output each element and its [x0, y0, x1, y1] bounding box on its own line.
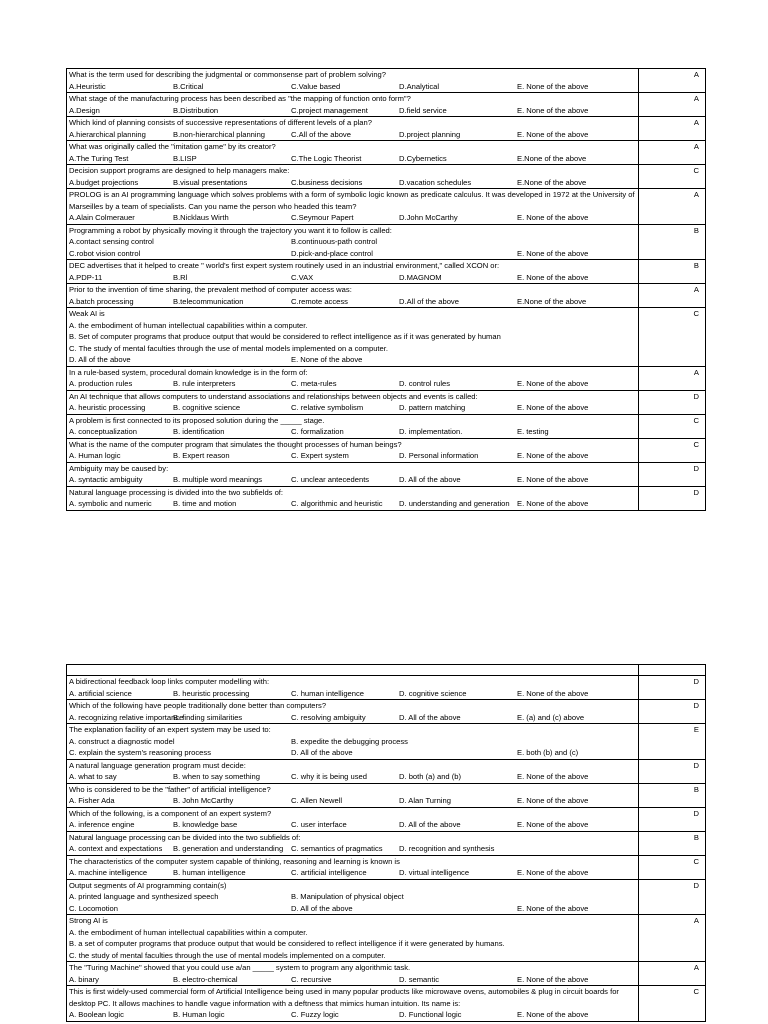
options-line [69, 402, 636, 414]
answer-option: C.Value based [291, 81, 341, 91]
question-cell [67, 986, 639, 1022]
options-line [69, 974, 636, 986]
question-row [67, 962, 706, 986]
answer-option: D. All of the above [291, 748, 353, 757]
answer-option: E. None of the above [517, 403, 589, 412]
question-cell [67, 438, 639, 462]
question-cell [67, 831, 639, 855]
question-row [67, 986, 706, 1022]
answer-option: D.vacation schedules [399, 177, 472, 187]
answer-option: C. human intelligence [291, 688, 365, 698]
answer-key: B [639, 260, 706, 284]
answer-key: A [639, 915, 706, 962]
options-line [69, 1009, 636, 1021]
answer-option: A. production rules [69, 379, 133, 388]
question-row [67, 915, 706, 962]
answer-option: D. Functional logic [399, 1010, 462, 1019]
answer-option: C. unclear antecedents [291, 475, 370, 484]
blank-header-row [67, 665, 706, 676]
answer-option: C.project management [291, 105, 368, 115]
question-text: Weak AI is [69, 309, 105, 318]
answer-option: B.continuous-path control [291, 237, 378, 246]
answer-option: D.All of the above [399, 296, 459, 306]
answer-option: E. None of the above [517, 379, 589, 388]
answer-option: B.Distribution [173, 105, 219, 115]
answer-option: E. None of the above [517, 796, 589, 805]
answer-option: A. heuristic processing [69, 403, 146, 412]
statement-line: A. the embodiment of human intellectual capabilities within a computer. [69, 320, 308, 330]
answer-option: D.MAGNOM [399, 272, 442, 282]
answer-key: C [639, 308, 706, 367]
answer-option: A. syntactic ambiguity [69, 475, 143, 484]
answer-option: B. heuristic processing [173, 688, 250, 698]
answer-option: C. why it is being used [291, 772, 367, 781]
question-cell [67, 807, 639, 831]
answer-option: A. machine intelligence [69, 868, 148, 877]
answer-option: C. formalization [291, 427, 344, 436]
question-text: Which kind of planning consists of successive representations of different levels of a plan? [69, 118, 372, 127]
options-line [69, 129, 636, 141]
answer-key: B [639, 783, 706, 807]
answer-option: D. Personal information [399, 451, 479, 460]
question-text: Natural language processing can be divided into the two subfields of: [69, 832, 301, 842]
answer-key: D [639, 879, 706, 915]
answer-option: E. None of the above [517, 974, 589, 984]
answer-option: B.Nicklaus Wirth [173, 213, 229, 222]
answer-key: B [639, 224, 706, 260]
question-row [67, 117, 706, 141]
answer-option: A.contact sensing control [69, 237, 154, 246]
options-line [69, 474, 636, 486]
question-row [67, 879, 706, 915]
answer-option: A. Boolean logic [69, 1010, 124, 1019]
answer-option: B. human intelligence [173, 868, 246, 877]
answer-option: D. control rules [399, 379, 451, 388]
answer-option: C. Fuzzy logic [291, 1010, 339, 1019]
question-cell [67, 224, 639, 260]
answer-option: B. rule interpreters [173, 379, 236, 388]
answer-option: B.visual presentations [173, 177, 248, 187]
answer-option: E. both (b) and (c) [517, 748, 579, 757]
question-row [67, 855, 706, 879]
answer-option: A. what to say [69, 772, 117, 781]
options-line [69, 248, 636, 260]
answer-option: A.Design [69, 105, 100, 115]
answer-key: A [639, 189, 706, 225]
answer-option: D. understanding and generation [399, 499, 510, 508]
question-text: A natural language generation program must decide: [69, 760, 246, 770]
question-text: Who is considered to be the "father" of artificial intelligence? [69, 784, 271, 794]
question-row [67, 165, 706, 189]
question-row [67, 308, 706, 367]
answer-key: D [639, 390, 706, 414]
answer-option: C.VAX [291, 272, 314, 282]
answer-option: B. Manipulation of physical object [291, 892, 404, 901]
answer-option: A. binary [69, 974, 99, 984]
question-text: Output segments of AI programming contain(s) [69, 880, 227, 890]
answer-option: B. expedite the debugging process [291, 736, 408, 746]
answer-option: C. artificial intelligence [291, 868, 367, 877]
answer-option: D.John McCarthy [399, 213, 458, 222]
answer-option: D. All of the above [291, 903, 353, 913]
answer-option: C. Expert system [291, 451, 349, 460]
answer-option: B. multiple word meanings [173, 475, 263, 484]
answer-option: E. None of the above [517, 820, 589, 829]
answer-option: B. finding similarities [173, 712, 243, 722]
question-text: This is first widely-used commercial form of Artificial Intelligence being used in many popular products like microwave ovens, automobiles & plug in circuit boards for desktop PC. It allows machines to handle vague information with a deftness that mimics human intuition. Its name is: [69, 987, 619, 1008]
options-line [69, 153, 636, 165]
question-row [67, 284, 706, 308]
options-line [69, 712, 636, 724]
answer-key: A [639, 284, 706, 308]
answer-option: A. printed language and synthesized speech [69, 892, 219, 901]
answer-key: D [639, 700, 706, 724]
options-line [69, 498, 636, 510]
question-cell [67, 700, 639, 724]
question-cell [67, 915, 639, 962]
answer-option: B.telecommunication [173, 296, 244, 306]
answer-option: B. cognitive science [173, 403, 241, 412]
question-row [67, 93, 706, 117]
options-line [69, 903, 636, 915]
question-cell [67, 165, 639, 189]
answer-option: B. knowledge base [173, 820, 238, 829]
question-cell [67, 117, 639, 141]
answer-key: B [639, 831, 706, 855]
answer-option: C.The Logic Theorist [291, 153, 362, 163]
question-row [67, 141, 706, 165]
answer-option: D. both (a) and (b) [399, 772, 462, 781]
answer-option: E. None of the above [517, 475, 589, 484]
question-cell [67, 308, 639, 367]
answer-option: B.LISP [173, 153, 197, 163]
answer-key: C [639, 855, 706, 879]
answer-option: D. semantic [399, 974, 440, 984]
answer-option: E. None of the above [517, 688, 589, 698]
options-line [69, 272, 636, 284]
answer-option: A. Fisher Ada [69, 796, 115, 805]
question-row [67, 390, 706, 414]
answer-option: E.None of the above [517, 153, 587, 163]
answer-key: D [639, 807, 706, 831]
question-cell [67, 390, 639, 414]
question-cell [67, 462, 639, 486]
answer-option: E. None of the above [517, 868, 589, 877]
answer-option: D. All of the above [399, 820, 461, 829]
options-line [69, 450, 636, 462]
answer-option: D. implementation. [399, 427, 463, 436]
answer-option: B. Expert reason [173, 451, 230, 460]
answer-option: D. cognitive science [399, 688, 467, 698]
answer-option: C. relative symbolism [291, 403, 364, 412]
question-row [67, 189, 706, 225]
options-line [69, 426, 636, 438]
answer-option: D.Analytical [399, 81, 440, 91]
question-text: What stage of the manufacturing process has been described as "the mapping of function onto form"? [69, 94, 411, 103]
statement-line: B. a set of computer programs that produce output that would be considered to reflect intelligence if it were generated by humans. [69, 939, 505, 948]
answer-option: C.All of the above [291, 129, 351, 139]
answer-option: D. virtual intelligence [399, 868, 470, 877]
question-text: The explanation facility of an expert system may be used to: [69, 725, 271, 734]
answer-option: B. generation and understanding [173, 844, 284, 853]
answer-option: A. inference engine [69, 820, 135, 829]
answer-option: D. All of the above [69, 355, 131, 364]
options-line [69, 236, 636, 248]
question-row [67, 700, 706, 724]
question-text: An AI technique that allows computers to understand associations and relationships between objects and events is called: [69, 391, 478, 401]
statement-line: A. the embodiment of human intellectual capabilities within a computer. [69, 927, 308, 937]
question-cell [67, 284, 639, 308]
question-text: Decision support programs are designed to help managers make: [69, 166, 290, 175]
question-row [67, 676, 706, 700]
answer-option: B. John McCarthy [173, 796, 234, 805]
question-text: What was originally called the "imitation game" by its creator? [69, 142, 276, 151]
answer-option: D. pattern matching [399, 403, 466, 412]
question-row [67, 438, 706, 462]
question-row [67, 486, 706, 510]
question-cell [67, 414, 639, 438]
answer-option: C. recursive [291, 974, 332, 984]
question-text: Natural language processing is divided into the two subfields of: [69, 487, 284, 497]
question-text: What is the term used for describing the judgmental or commonsense part of problem solving? [69, 70, 386, 79]
options-line [69, 296, 636, 308]
answer-key: D [639, 676, 706, 700]
answer-option: E. None of the above [517, 772, 589, 781]
answer-option: C.business decisions [291, 177, 363, 187]
quiz-table-page-2 [66, 664, 706, 1022]
answer-option: C. semantics of pragmatics [291, 844, 383, 853]
question-cell [67, 486, 639, 510]
answer-key: A [639, 69, 706, 93]
answer-option: B.Rl [173, 272, 188, 282]
question-cell [67, 676, 639, 700]
question-cell [67, 783, 639, 807]
question-text: Which of the following, is a component of an expert system? [69, 808, 272, 818]
answer-option: D. recognition and synthesis [399, 844, 495, 853]
question-text: A problem is first connected to its proposed solution during the _____ stage. [69, 415, 325, 425]
question-text: A bidirectional feedback loop links computer modelling with: [69, 677, 270, 686]
answer-option: A.batch processing [69, 296, 134, 306]
question-cell [67, 69, 639, 93]
answer-option: B.non-hierarchical planning [173, 129, 266, 139]
answer-option: E. None of the above [517, 499, 589, 508]
question-row [67, 831, 706, 855]
answer-option: D.Cybernetics [399, 153, 447, 163]
question-text: The characteristics of the computer system capable of thinking, reasoning and learning is known is [69, 856, 400, 866]
question-row [67, 462, 706, 486]
options-line [69, 212, 636, 224]
answer-option: A. conceptualization [69, 427, 137, 436]
options-line [69, 867, 636, 879]
answer-option: A.Heuristic [69, 81, 106, 91]
options-line [69, 771, 636, 783]
question-text: DEC advertises that it helped to create " world's first expert system routinely used in an industrial environment," called XCON or: [69, 261, 500, 270]
options-line [69, 688, 636, 700]
answer-option: A.budget projections [69, 177, 139, 187]
question-row [67, 224, 706, 260]
answer-option: E. None of the above [291, 355, 363, 364]
answer-key: D [639, 486, 706, 510]
answer-option: C.Seymour Papert [291, 213, 354, 222]
question-cell [67, 93, 639, 117]
options-line [69, 891, 636, 903]
answer-option: A. Human logic [69, 451, 121, 460]
statement-line: C. The study of mental faculties through the use of mental models implemented on a computer. [69, 343, 388, 353]
answer-option: B.Critical [173, 81, 204, 91]
question-text: The "Turing Machine" showed that you could use a/an _____ system to program any algorithmic task. [69, 963, 411, 972]
question-text: Which of the following have people traditionally done better than computers? [69, 701, 327, 710]
question-text: PROLOG is an AI programming language which solves problems with a form of symbolic logic known as predicate calculus. It was developed in 1972 at the University of Marseilles by a team of specialists. Can you name the person who headed this team? [69, 190, 635, 211]
answer-option: D.pick-and-place control [291, 248, 373, 258]
answer-key: C [639, 986, 706, 1022]
question-row [67, 366, 706, 390]
question-cell [67, 759, 639, 783]
question-row [67, 724, 706, 760]
statement-line: B. Set of computer programs that produce output that would be considered to reflect intelligence as if it was generated by human [69, 332, 501, 341]
answer-option: E. None of the above [517, 81, 589, 91]
answer-option: E.None of the above [517, 177, 587, 187]
options-line [69, 843, 636, 855]
answer-option: D. Alan Turning [399, 796, 451, 805]
answer-option: E. None of the above [517, 129, 589, 139]
answer-option: E. None of the above [517, 272, 589, 282]
answer-option: B. electro-chemical [173, 974, 238, 984]
answer-option: A. recognizing relative importance [69, 712, 184, 722]
options-line [69, 378, 636, 390]
answer-option: B. Human logic [173, 1010, 225, 1019]
question-text: In a rule-based system, procedural domain knowledge is in the form of: [69, 367, 308, 377]
options-line [69, 105, 636, 117]
answer-option: C. Allen Newell [291, 796, 343, 805]
question-cell [67, 141, 639, 165]
question-cell [67, 855, 639, 879]
answer-option: A. construct a diagnostic model [69, 736, 175, 746]
question-cell [67, 189, 639, 225]
answer-key: C [639, 165, 706, 189]
question-row [67, 759, 706, 783]
answer-key: A [639, 366, 706, 390]
answer-option: A.The Turing Test [69, 153, 129, 163]
answer-option: C. explain the system's reasoning process [69, 748, 212, 757]
answer-option: A. context and expectations [69, 844, 163, 853]
options-line [69, 81, 636, 93]
answer-option: A. symbolic and numeric [69, 499, 152, 508]
answer-key: A [639, 141, 706, 165]
answer-key: A [639, 93, 706, 117]
answer-key: C [639, 414, 706, 438]
answer-option: C. meta-rules [291, 379, 337, 388]
question-row [67, 260, 706, 284]
question-cell [67, 366, 639, 390]
answer-option: C. algorithmic and heuristic [291, 499, 383, 508]
answer-option: E. testing [517, 427, 549, 436]
question-row [67, 807, 706, 831]
answer-option: D.field service [399, 105, 447, 115]
question-text: What is the name of the computer program that simulates the thought processes of human beings? [69, 439, 402, 449]
question-row [67, 414, 706, 438]
question-row [67, 783, 706, 807]
question-cell [67, 962, 639, 986]
options-line [69, 736, 636, 748]
answer-key: D [639, 462, 706, 486]
answer-key: C [639, 438, 706, 462]
options-line [69, 747, 636, 759]
answer-option: A.PDP-11 [69, 272, 103, 282]
statement-line: C. the study of mental faculties through the use of mental models implemented on a computer. [69, 950, 386, 960]
answer-option: C.remote access [291, 296, 348, 306]
answer-option: B. identification [173, 427, 225, 436]
question-cell [67, 260, 639, 284]
answer-option: D.project planning [399, 129, 461, 139]
answer-option: B. time and motion [173, 499, 237, 508]
question-text: Prior to the invention of time sharing, the prevalent method of computer access was: [69, 285, 352, 294]
question-cell [67, 879, 639, 915]
question-text: Programming a robot by physically moving it through the trajectory you want it to follow is called: [69, 225, 392, 235]
options-line [69, 354, 636, 366]
answer-option: E. None of the above [517, 213, 589, 222]
answer-option: A. artificial science [69, 688, 132, 698]
answer-option: E. None of the above [517, 1010, 589, 1019]
question-row [67, 69, 706, 93]
options-line [69, 819, 636, 831]
options-line [69, 795, 636, 807]
answer-option: A.hierarchical planning [69, 129, 146, 139]
question-cell [67, 724, 639, 760]
answer-key: D [639, 759, 706, 783]
answer-option: E.None of the above [517, 296, 587, 306]
answer-key: A [639, 117, 706, 141]
answer-option: C.robot vision control [69, 248, 141, 258]
answer-option: B. when to say something [173, 772, 260, 781]
answer-option: E. (a) and (c) above [517, 712, 585, 722]
answer-key: E [639, 724, 706, 760]
quiz-table-page-1 [66, 68, 706, 511]
answer-option: E. None of the above [517, 248, 589, 258]
answer-option: C. Locomotion [69, 903, 118, 913]
answer-option: D. All of the above [399, 475, 461, 484]
question-text: Ambiguity may be caused by: [69, 463, 169, 473]
answer-option: E. None of the above [517, 105, 589, 115]
answer-option: C. user interface [291, 820, 347, 829]
answer-key: A [639, 962, 706, 986]
answer-option: E. None of the above [517, 903, 589, 913]
question-text: Strong AI is [69, 916, 108, 925]
answer-option: A.Alain Colmerauer [69, 213, 135, 222]
answer-option: E. None of the above [517, 451, 589, 460]
answer-option: C. resolving ambiguity [291, 712, 366, 722]
options-line [69, 177, 636, 189]
answer-option: D. All of the above [399, 712, 461, 722]
